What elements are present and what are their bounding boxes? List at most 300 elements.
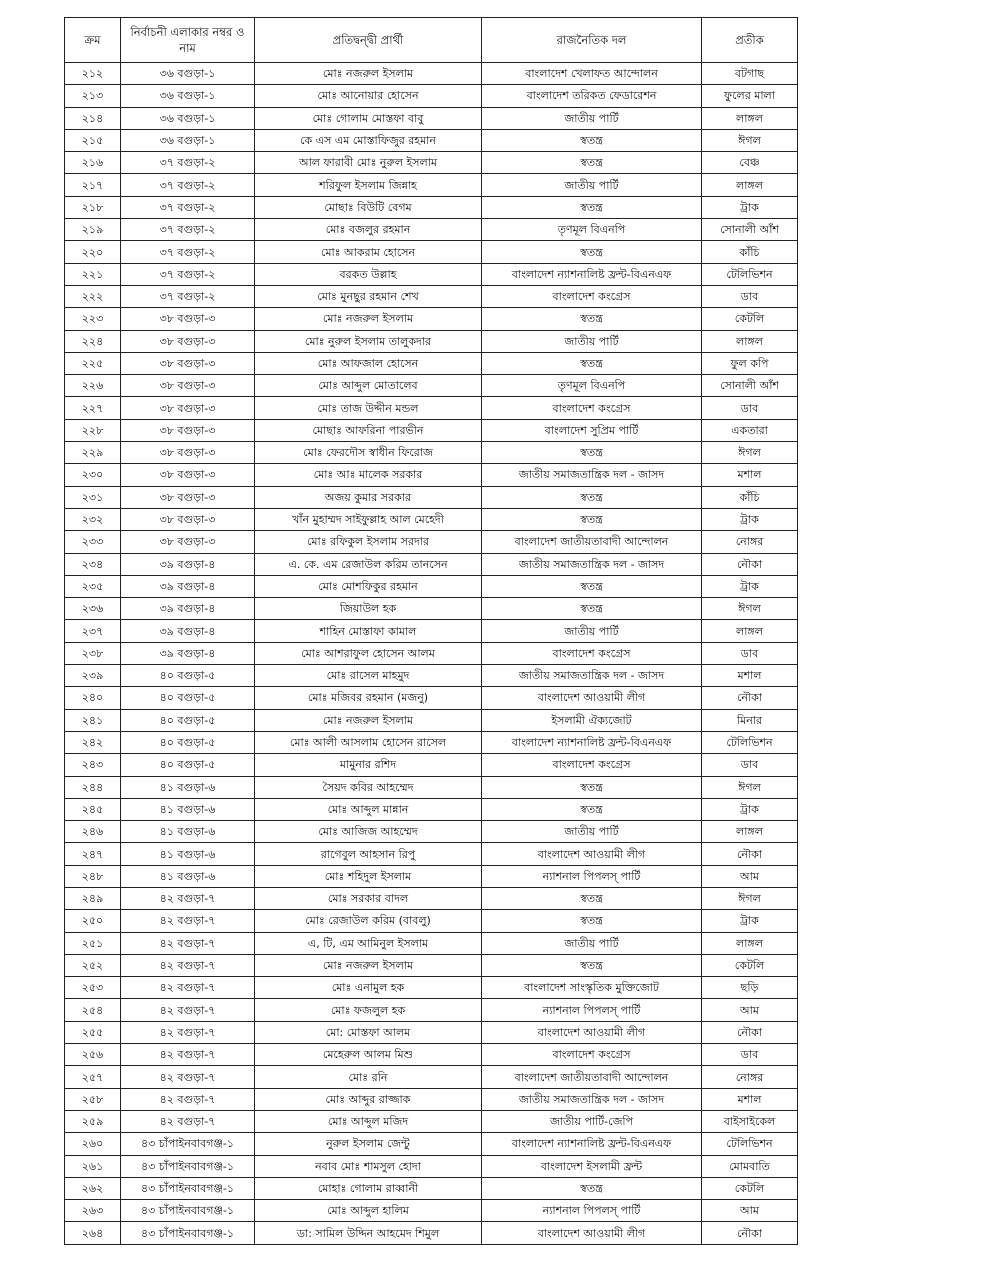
symbol-cell: নৌকা [702, 1222, 798, 1244]
candidate-cell: শাহিন মোস্তাফা কামাল [255, 620, 482, 642]
candidate-cell: মোছাঃ আফরিনা পারভীন [255, 419, 482, 441]
constituency-cell: ৩৮ বগুড়া-৩ [121, 419, 255, 441]
symbol-cell: লাঙ্গল [702, 932, 798, 954]
table-row [65, 531, 798, 553]
party-cell: জাতীয় পার্টি [482, 932, 702, 954]
symbol-cell: ফুল কপি [702, 352, 798, 374]
constituency-cell: ৪০ বগুড়া-৫ [121, 665, 255, 687]
serial-cell: ২৫৮ [65, 1088, 121, 1110]
symbol-cell: মোমবাতি [702, 1155, 798, 1177]
candidate-cell: মোঃ নজরুল ইসলাম [255, 709, 482, 731]
serial-cell: ২৫৬ [65, 1044, 121, 1066]
table-row [65, 575, 798, 597]
candidate-cell: মেহেরুল আলম মিশু [255, 1044, 482, 1066]
party-cell: বাংলাদেশ জাতীয়তাবাদী আন্দোলন [482, 1066, 702, 1088]
candidate-cell: আল ফারাবী মোঃ নুরুল ইসলাম [255, 152, 482, 174]
serial-cell: ২৩২ [65, 508, 121, 530]
serial-cell: ২৩৪ [65, 553, 121, 575]
serial-cell: ২৫৩ [65, 977, 121, 999]
serial-cell: ২৫৪ [65, 999, 121, 1021]
table-row [65, 642, 798, 664]
serial-cell: ২৬৪ [65, 1222, 121, 1244]
constituency-cell: ৪১ বগুড়া-৬ [121, 843, 255, 865]
party-cell: বাংলাদেশ ন্যাশনালিষ্ট ফ্রন্ট-বিএনএফ [482, 263, 702, 285]
party-cell: স্বতন্ত্র [482, 776, 702, 798]
table-row [65, 241, 798, 263]
constituency-cell: ৩৭ বগুড়া-২ [121, 152, 255, 174]
party-cell: বাংলাদেশ সাংস্কৃতিক মুক্তিজোট [482, 977, 702, 999]
party-cell: ন্যাশনাল পিপলস্ পার্টি [482, 1200, 702, 1222]
symbol-cell: নৌকা [702, 553, 798, 575]
party-cell: জাতীয় পার্টি [482, 174, 702, 196]
symbol-cell: নৌকা [702, 1021, 798, 1043]
party-cell: স্বতন্ত্র [482, 910, 702, 932]
symbol-cell: মশাল [702, 464, 798, 486]
serial-cell: ২২৮ [65, 419, 121, 441]
constituency-cell: ৪২ বগুড়া-৭ [121, 910, 255, 932]
constituency-cell: ৪৩ চাঁপাইনবাবগঞ্জ-১ [121, 1200, 255, 1222]
constituency-cell: ৩৬ বগুড়া-১ [121, 85, 255, 107]
serial-cell: ২৪৭ [65, 843, 121, 865]
candidate-cell: মোঃ রফিকুল ইসলাম সরদার [255, 531, 482, 553]
party-cell: স্বতন্ত্র [482, 798, 702, 820]
table-row [65, 798, 798, 820]
constituency-cell: ৪২ বগুড়া-৭ [121, 999, 255, 1021]
symbol-cell: কাঁচি [702, 241, 798, 263]
party-cell: জাতীয় পার্টি [482, 821, 702, 843]
symbol-cell: বেঞ্চ [702, 152, 798, 174]
symbol-cell: ঈগল [702, 442, 798, 464]
constituency-cell: ৩৭ বগুড়া-২ [121, 219, 255, 241]
constituency-cell: ৪৩ চাঁপাইনবাবগঞ্জ-১ [121, 1133, 255, 1155]
candidate-cell: মোঃ তাজ উদ্দীন মন্ডল [255, 397, 482, 419]
serial-cell: ২১৭ [65, 174, 121, 196]
table-row [65, 1088, 798, 1110]
table-row [65, 887, 798, 909]
symbol-cell: ট্রাক [702, 196, 798, 218]
constituency-cell: ৪৩ চাঁপাইনবাবগঞ্জ-১ [121, 1177, 255, 1199]
serial-cell: ২৩৯ [65, 665, 121, 687]
table-row [65, 954, 798, 976]
serial-cell: ২৩১ [65, 486, 121, 508]
symbol-cell: টেলিভিশন [702, 263, 798, 285]
table-row [65, 107, 798, 129]
serial-cell: ২৩৮ [65, 642, 121, 664]
party-cell: ন্যাশনাল পিপলস্ পার্টি [482, 999, 702, 1021]
party-cell: জাতীয় সমাজতান্ত্রিক দল - জাসদ [482, 553, 702, 575]
constituency-cell: ৩৮ বগুড়া-৩ [121, 308, 255, 330]
constituency-cell: ৩৬ বগুড়া-১ [121, 129, 255, 151]
serial-cell: ২২১ [65, 263, 121, 285]
table-row [65, 85, 798, 107]
party-cell: তৃণমূল বিএনপি [482, 219, 702, 241]
table-row [65, 977, 798, 999]
candidate-cell: মোঃ আব্দুল মান্নান [255, 798, 482, 820]
symbol-cell: টেলিভিশন [702, 1133, 798, 1155]
party-cell: ন্যাশনাল পিপলস্ পার্টি [482, 865, 702, 887]
serial-cell: ২১৫ [65, 129, 121, 151]
candidate-cell: এ, টি, এম আমিনুল ইসলাম [255, 932, 482, 954]
candidate-cell: মোঃ আজিজ আহম্মেদ [255, 821, 482, 843]
party-cell: তৃণমূল বিএনপি [482, 375, 702, 397]
party-cell: বাংলাদেশ কংগ্রেস [482, 642, 702, 664]
symbol-cell: ট্রাক [702, 910, 798, 932]
party-cell: জাতীয় পার্টি [482, 107, 702, 129]
symbol-cell: কাঁচি [702, 486, 798, 508]
constituency-cell: ৩৮ বগুড়া-৩ [121, 486, 255, 508]
party-cell: স্বতন্ত্র [482, 352, 702, 374]
serial-cell: ২১৬ [65, 152, 121, 174]
constituency-cell: ৪৩ চাঁপাইনবাবগঞ্জ-১ [121, 1155, 255, 1177]
table-body [65, 63, 798, 1245]
constituency-cell: ৪২ বগুড়া-৭ [121, 977, 255, 999]
serial-cell: ২৪০ [65, 687, 121, 709]
table-row [65, 1177, 798, 1199]
symbol-cell: লাঙ্গল [702, 174, 798, 196]
serial-cell: ২২৩ [65, 308, 121, 330]
table-row [65, 1066, 798, 1088]
party-cell: জাতীয় পার্টি-জেপি [482, 1110, 702, 1132]
constituency-cell: ৩৮ বগুড়া-৩ [121, 352, 255, 374]
table-row [65, 330, 798, 352]
serial-cell: ২৫৯ [65, 1110, 121, 1132]
table-row [65, 620, 798, 642]
constituency-cell: ৩৭ বগুড়া-২ [121, 196, 255, 218]
serial-cell: ২১৯ [65, 219, 121, 241]
symbol-cell: লাঙ্গল [702, 620, 798, 642]
constituency-cell: ৩৭ বগুড়া-২ [121, 174, 255, 196]
party-cell: ইসলামী ঐক্যজোট [482, 709, 702, 731]
serial-cell: ২২৪ [65, 330, 121, 352]
constituency-cell: ৩৮ বগুড়া-৩ [121, 531, 255, 553]
party-cell: স্বতন্ত্র [482, 129, 702, 151]
symbol-cell: ডাব [702, 1044, 798, 1066]
constituency-cell: ৪২ বগুড়া-৭ [121, 1066, 255, 1088]
symbol-cell: নৌকা [702, 687, 798, 709]
party-cell: স্বতন্ত্র [482, 241, 702, 263]
constituency-cell: ৪২ বগুড়া-৭ [121, 1088, 255, 1110]
candidate-cell: মোঃ শহিদুল ইসলাম [255, 865, 482, 887]
table-row [65, 910, 798, 932]
candidate-cell: মামুনার রশিদ [255, 754, 482, 776]
symbol-cell: ট্রাক [702, 798, 798, 820]
constituency-cell: ৩৭ বগুড়া-২ [121, 263, 255, 285]
symbol-cell: বটগাছ [702, 63, 798, 85]
serial-cell: ২৬১ [65, 1155, 121, 1177]
constituency-cell: ৪২ বগুড়া-৭ [121, 887, 255, 909]
constituency-cell: ৩৮ বগুড়া-৩ [121, 375, 255, 397]
symbol-cell: সোনালী আঁশ [702, 375, 798, 397]
table-row [65, 63, 798, 85]
constituency-cell: ৩৮ বগুড়া-৩ [121, 442, 255, 464]
table-row [65, 999, 798, 1021]
candidate-cell: এ. কে. এম রেজাউল করিম তানসেন [255, 553, 482, 575]
candidate-cell: সৈয়দ কবির আহম্মেদ [255, 776, 482, 798]
candidate-cell: মোঃ রাসেল মাহমুদ [255, 665, 482, 687]
candidate-cell: মোঃ এনামুল হক [255, 977, 482, 999]
table-row [65, 1222, 798, 1244]
table-row [65, 152, 798, 174]
party-cell: বাংলাদেশ ইসলামী ফ্রন্ট [482, 1155, 702, 1177]
party-cell: জাতীয় সমাজতান্ত্রিক দল - জাসদ [482, 1088, 702, 1110]
candidate-table [64, 17, 798, 1245]
symbol-cell: লাঙ্গল [702, 107, 798, 129]
candidate-cell: ডা: সামিল উদ্দিন আহমেদ শিমুল [255, 1222, 482, 1244]
serial-cell: ২৩৩ [65, 531, 121, 553]
table-row [65, 865, 798, 887]
candidate-cell: মোঃ নজরুল ইসলাম [255, 63, 482, 85]
candidate-cell: মোঃ নুরুল ইসলাম তালুকদার [255, 330, 482, 352]
candidate-cell: মোঃ বজলুর রহমান [255, 219, 482, 241]
candidate-cell: মোঃ আব্দুল মোতালেব [255, 375, 482, 397]
constituency-cell: ৩৬ বগুড়া-১ [121, 107, 255, 129]
party-cell: বাংলাদেশ ন্যাশনালিষ্ট ফ্রন্ট-বিএনএফ [482, 1133, 702, 1155]
constituency-cell: ৪১ বগুড়া-৬ [121, 821, 255, 843]
table-row [65, 553, 798, 575]
serial-cell: ২৪২ [65, 731, 121, 753]
serial-cell: ২২৫ [65, 352, 121, 374]
party-cell: স্বতন্ত্র [482, 598, 702, 620]
constituency-cell: ৩৯ বগুড়া-৪ [121, 575, 255, 597]
symbol-cell: টেলিভিশন [702, 731, 798, 753]
table-row [65, 932, 798, 954]
symbol-cell: ট্রাক [702, 508, 798, 530]
symbol-cell: মিনার [702, 709, 798, 731]
serial-cell: ২১৩ [65, 85, 121, 107]
candidate-cell: বরকত উল্লাহ [255, 263, 482, 285]
serial-cell: ২২০ [65, 241, 121, 263]
serial-cell: ২৬০ [65, 1133, 121, 1155]
candidate-cell: মোঃ মোশফিকুর রহমান [255, 575, 482, 597]
constituency-cell: ৪২ বগুড়া-৭ [121, 954, 255, 976]
table-row [65, 687, 798, 709]
constituency-cell: ৪২ বগুড়া-৭ [121, 1044, 255, 1066]
party-cell: বাংলাদেশ কংগ্রেস [482, 754, 702, 776]
party-cell: বাংলাদেশ কংগ্রেস [482, 1044, 702, 1066]
candidate-cell: মোঃ সরকার বাদল [255, 887, 482, 909]
table-row [65, 352, 798, 374]
candidate-cell: মোঃ নজরুল ইসলাম [255, 308, 482, 330]
serial-cell: ২১২ [65, 63, 121, 85]
header-party: রাজনৈতিক দল [482, 18, 702, 63]
constituency-cell: ৪১ বগুড়া-৬ [121, 865, 255, 887]
candidate-cell: নবাব মোঃ শামসুল হোদা [255, 1155, 482, 1177]
symbol-cell: ছড়ি [702, 977, 798, 999]
table-row [65, 196, 798, 218]
serial-cell: ২৪৮ [65, 865, 121, 887]
party-cell: স্বতন্ত্র [482, 442, 702, 464]
candidate-cell: মোঃ আব্দুল মজিদ [255, 1110, 482, 1132]
table-row [65, 508, 798, 530]
party-cell: বাংলাদেশ আওয়ামী লীগ [482, 1222, 702, 1244]
symbol-cell: ঈগল [702, 129, 798, 151]
header-candidate: প্রতিদ্বন্দ্বী প্রার্থী [255, 18, 482, 63]
table-row [65, 308, 798, 330]
constituency-cell: ৩৬ বগুড়া-১ [121, 63, 255, 85]
table-row [65, 1110, 798, 1132]
table-row [65, 419, 798, 441]
candidate-cell: মোছাঃ বিউটি বেগম [255, 196, 482, 218]
constituency-cell: ৩৯ বগুড়া-৪ [121, 620, 255, 642]
symbol-cell: ডাব [702, 754, 798, 776]
symbol-cell: ডাব [702, 642, 798, 664]
constituency-cell: ৪১ বগুড়া-৬ [121, 798, 255, 820]
symbol-cell: আম [702, 999, 798, 1021]
constituency-cell: ৩৯ বগুড়া-৪ [121, 553, 255, 575]
constituency-cell: ৪০ বগুড়া-৫ [121, 687, 255, 709]
candidate-cell: মোঃ রেজাউল করিম (বাবলু) [255, 910, 482, 932]
candidate-cell: মোঃ আশরাফুল হোসেন আলম [255, 642, 482, 664]
table-row [65, 709, 798, 731]
symbol-cell: একতারা [702, 419, 798, 441]
constituency-cell: ৪২ বগুড়া-৭ [121, 1110, 255, 1132]
party-cell: স্বতন্ত্র [482, 308, 702, 330]
candidate-cell: মোঃ ফজলুল হক [255, 999, 482, 1021]
table-row [65, 821, 798, 843]
table-row [65, 464, 798, 486]
party-cell: স্বতন্ত্র [482, 1177, 702, 1199]
table-row [65, 1200, 798, 1222]
symbol-cell: নোঙ্গর [702, 531, 798, 553]
serial-cell: ২৩৬ [65, 598, 121, 620]
party-cell: বাংলাদেশ খেলাফত আন্দোলন [482, 63, 702, 85]
table-row [65, 263, 798, 285]
header-symbol: প্রতীক [702, 18, 798, 63]
party-cell: বাংলাদেশ জাতীয়তাবাদী আন্দোলন [482, 531, 702, 553]
candidate-cell: জিয়াউল হক [255, 598, 482, 620]
table-row [65, 665, 798, 687]
candidate-cell: মোঃ গোলাম মোস্তফা বাবু [255, 107, 482, 129]
candidate-cell: মোঃ আলী আসলাম হোসেন রাসেল [255, 731, 482, 753]
table-row [65, 129, 798, 151]
serial-cell: ২৫২ [65, 954, 121, 976]
table-row [65, 1044, 798, 1066]
candidate-cell: মোহাঃ গোলাম রাব্বানী [255, 1177, 482, 1199]
constituency-cell: ৩৯ বগুড়া-৪ [121, 598, 255, 620]
serial-cell: ২৫১ [65, 932, 121, 954]
party-cell: বাংলাদেশ তরিকত ফেডারেশন [482, 85, 702, 107]
constituency-cell: ৩৭ বগুড়া-২ [121, 241, 255, 263]
table-row [65, 1155, 798, 1177]
candidate-cell: মোঃ রনি [255, 1066, 482, 1088]
symbol-cell: ঈগল [702, 887, 798, 909]
party-cell: বাংলাদেশ সুপ্রিম পার্টি [482, 419, 702, 441]
symbol-cell: নোঙ্গর [702, 1066, 798, 1088]
constituency-cell: ৪২ বগুড়া-৭ [121, 1021, 255, 1043]
constituency-cell: ৩৮ বগুড়া-৩ [121, 330, 255, 352]
candidate-cell: রাগেবুল আহসান রিপু [255, 843, 482, 865]
constituency-cell: ৪২ বগুড়া-৭ [121, 932, 255, 954]
serial-cell: ২৬২ [65, 1177, 121, 1199]
constituency-cell: ৪৩ চাঁপাইনবাবগঞ্জ-১ [121, 1222, 255, 1244]
symbol-cell: আম [702, 865, 798, 887]
serial-cell: ২৩৭ [65, 620, 121, 642]
symbol-cell: ট্রাক [702, 575, 798, 597]
symbol-cell: কেটলি [702, 308, 798, 330]
serial-cell: ২৫৭ [65, 1066, 121, 1088]
party-cell: বাংলাদেশ কংগ্রেস [482, 397, 702, 419]
serial-cell: ২৪৩ [65, 754, 121, 776]
serial-cell: ২৫০ [65, 910, 121, 932]
symbol-cell: কেটলি [702, 954, 798, 976]
candidate-cell: মোঃ আনোয়ার হোসেন [255, 85, 482, 107]
candidate-cell: অজয় কুমার সরকার [255, 486, 482, 508]
serial-cell: ২৩৫ [65, 575, 121, 597]
header-row [65, 18, 798, 63]
serial-cell: ২৪৫ [65, 798, 121, 820]
party-cell: বাংলাদেশ আওয়ামী লীগ [482, 843, 702, 865]
symbol-cell: মশাল [702, 1088, 798, 1110]
symbol-cell: লাঙ্গল [702, 330, 798, 352]
symbol-cell: ডাব [702, 397, 798, 419]
constituency-cell: ৩৭ বগুড়া-২ [121, 285, 255, 307]
party-cell: বাংলাদেশ আওয়ামী লীগ [482, 687, 702, 709]
party-cell: বাংলাদেশ কংগ্রেস [482, 285, 702, 307]
serial-cell: ২২৬ [65, 375, 121, 397]
symbol-cell: লাঙ্গল [702, 821, 798, 843]
table-row [65, 486, 798, 508]
table-row [65, 375, 798, 397]
candidate-cell: মোঃ নজরুল ইসলাম [255, 954, 482, 976]
table-header [65, 18, 798, 63]
constituency-cell: ৩৮ বগুড়া-৩ [121, 508, 255, 530]
candidate-cell: মোঃ আব্দুল হালিম [255, 1200, 482, 1222]
serial-cell: ২৫৫ [65, 1021, 121, 1043]
serial-cell: ২৪৯ [65, 887, 121, 909]
party-cell: স্বতন্ত্র [482, 887, 702, 909]
serial-cell: ২৪১ [65, 709, 121, 731]
serial-cell: ২২৭ [65, 397, 121, 419]
candidate-cell: মোঃ আকরাম হোসেন [255, 241, 482, 263]
party-cell: বাংলাদেশ ন্যাশনালিষ্ট ফ্রন্ট-বিএনএফ [482, 731, 702, 753]
table-row [65, 219, 798, 241]
constituency-cell: ৪০ বগুড়া-৫ [121, 731, 255, 753]
symbol-cell: আম [702, 1200, 798, 1222]
symbol-cell: কেটলি [702, 1177, 798, 1199]
table-row [65, 776, 798, 798]
table-row [65, 397, 798, 419]
symbol-cell: সোনালী আঁশ [702, 219, 798, 241]
symbol-cell: ফুলের মালা [702, 85, 798, 107]
party-cell: জাতীয় পার্টি [482, 330, 702, 352]
constituency-cell: ৪০ বগুড়া-৫ [121, 754, 255, 776]
table-row [65, 1133, 798, 1155]
party-cell: জাতীয় সমাজতান্ত্রিক দল - জাসদ [482, 464, 702, 486]
serial-cell: ২৩০ [65, 464, 121, 486]
symbol-cell: ঈগল [702, 776, 798, 798]
candidate-cell: মো: মোস্তফা আলম [255, 1021, 482, 1043]
header-constituency: নির্বাচনী এলাকার নম্বর ও নাম [121, 18, 255, 63]
serial-cell: ২২২ [65, 285, 121, 307]
table-row [65, 442, 798, 464]
table-row [65, 174, 798, 196]
party-cell: স্বতন্ত্র [482, 954, 702, 976]
symbol-cell: বাইসাইকেল [702, 1110, 798, 1132]
party-cell: স্বতন্ত্র [482, 486, 702, 508]
constituency-cell: ৩৯ বগুড়া-৪ [121, 642, 255, 664]
party-cell: বাংলাদেশ আওয়ামী লীগ [482, 1021, 702, 1043]
candidate-cell: মোঃ আব্দুর রাজ্জাক [255, 1088, 482, 1110]
candidate-cell: নুরুল ইসলাম জেন্টু [255, 1133, 482, 1155]
candidate-cell: মোঃ মজিবর রহমান (মজনু) [255, 687, 482, 709]
candidate-cell: মোঃ মুনছুর রহমান শেখ [255, 285, 482, 307]
serial-cell: ২৪৪ [65, 776, 121, 798]
serial-cell: ২৬৩ [65, 1200, 121, 1222]
table-row [65, 843, 798, 865]
symbol-cell: মশাল [702, 665, 798, 687]
symbol-cell: ডাব [702, 285, 798, 307]
serial-cell: ২২৯ [65, 442, 121, 464]
